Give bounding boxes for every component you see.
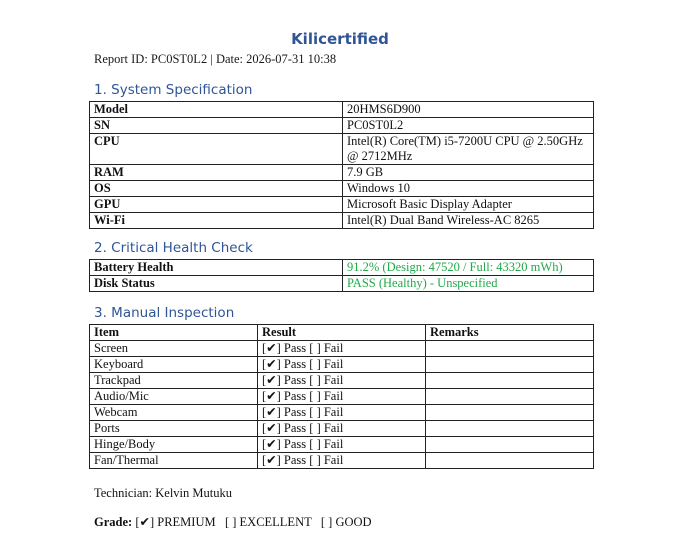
column-header-remarks: Remarks (426, 325, 594, 341)
section-title-spec: 1. System Specification (94, 82, 253, 98)
table-row (90, 437, 594, 453)
inspection-remarks (426, 405, 594, 421)
spec-value: 20HMS6D900 (343, 102, 594, 118)
table-row (90, 453, 594, 469)
spec-value: Intel(R) Core(TM) i5-7200U CPU @ 2.50GHz @ 2712MHz (343, 134, 594, 165)
grade-options: [✔] PREMIUM [ ] EXCELLENT [ ] GOOD (135, 515, 372, 529)
inspection-remarks (426, 341, 594, 357)
inspection-item: Webcam (90, 405, 258, 421)
technician-line: Technician: Kelvin Mutuku (94, 486, 232, 500)
spec-label: Wi-Fi (90, 213, 343, 229)
inspection-result: [✔] Pass [ ] Fail (258, 405, 426, 421)
inspection-item: Audio/Mic (90, 389, 258, 405)
table-row (90, 197, 594, 213)
inspection-item: Keyboard (90, 357, 258, 373)
spec-table (89, 101, 594, 229)
inspection-remarks (426, 373, 594, 389)
spec-value: Windows 10 (343, 181, 594, 197)
spec-label: GPU (90, 197, 343, 213)
spec-value: Microsoft Basic Display Adapter (343, 197, 594, 213)
grade-line (94, 514, 372, 530)
table-row (90, 389, 594, 405)
manual-inspection-table (89, 324, 594, 469)
spec-value: 7.9 GB (343, 165, 594, 181)
table-row (90, 165, 594, 181)
table-row (90, 341, 594, 357)
health-table (89, 259, 594, 292)
spec-label: CPU (90, 134, 343, 165)
table-row (90, 357, 594, 373)
inspection-result: [✔] Pass [ ] Fail (258, 421, 426, 437)
table-row (90, 213, 594, 229)
section-title-health: 2. Critical Health Check (94, 240, 253, 256)
spec-label: SN (90, 118, 343, 134)
inspection-result: [✔] Pass [ ] Fail (258, 437, 426, 453)
report-title: Kilicertified (291, 30, 389, 48)
column-header-result: Result (258, 325, 426, 341)
grade-label: Grade: (94, 515, 133, 529)
table-row (90, 405, 594, 421)
table-row (90, 421, 594, 437)
health-label: Disk Status (90, 276, 343, 292)
inspection-remarks (426, 437, 594, 453)
spec-value: PC0ST0L2 (343, 118, 594, 134)
table-row (90, 276, 594, 292)
inspection-item: Hinge/Body (90, 437, 258, 453)
inspection-item: Screen (90, 341, 258, 357)
table-header-row (90, 325, 594, 341)
inspection-remarks (426, 421, 594, 437)
table-row (90, 134, 594, 165)
health-label: Battery Health (90, 260, 343, 276)
inspection-remarks (426, 357, 594, 373)
inspection-result: [✔] Pass [ ] Fail (258, 389, 426, 405)
spec-label: OS (90, 181, 343, 197)
inspection-remarks (426, 453, 594, 469)
inspection-remarks (426, 389, 594, 405)
inspection-result: [✔] Pass [ ] Fail (258, 453, 426, 469)
table-row (90, 118, 594, 134)
inspection-item: Trackpad (90, 373, 258, 389)
spec-label: RAM (90, 165, 343, 181)
table-row (90, 181, 594, 197)
column-header-item: Item (90, 325, 258, 341)
spec-label: Model (90, 102, 343, 118)
table-row (90, 373, 594, 389)
inspection-result: [✔] Pass [ ] Fail (258, 357, 426, 373)
inspection-item: Fan/Thermal (90, 453, 258, 469)
table-row (90, 260, 594, 276)
inspection-item: Ports (90, 421, 258, 437)
report-id-line: Report ID: PC0ST0L2 | Date: 2026-07-31 10:38 (94, 52, 337, 66)
table-row (90, 102, 594, 118)
spec-value: Intel(R) Dual Band Wireless-AC 8265 (343, 213, 594, 229)
disk-status-value: PASS (Healthy) - Unspecified (343, 276, 594, 292)
section-title-manual: 3. Manual Inspection (94, 305, 235, 321)
inspection-result: [✔] Pass [ ] Fail (258, 341, 426, 357)
battery-health-value: 91.2% (Design: 47520 / Full: 43320 mWh) (343, 260, 594, 276)
inspection-result: [✔] Pass [ ] Fail (258, 373, 426, 389)
